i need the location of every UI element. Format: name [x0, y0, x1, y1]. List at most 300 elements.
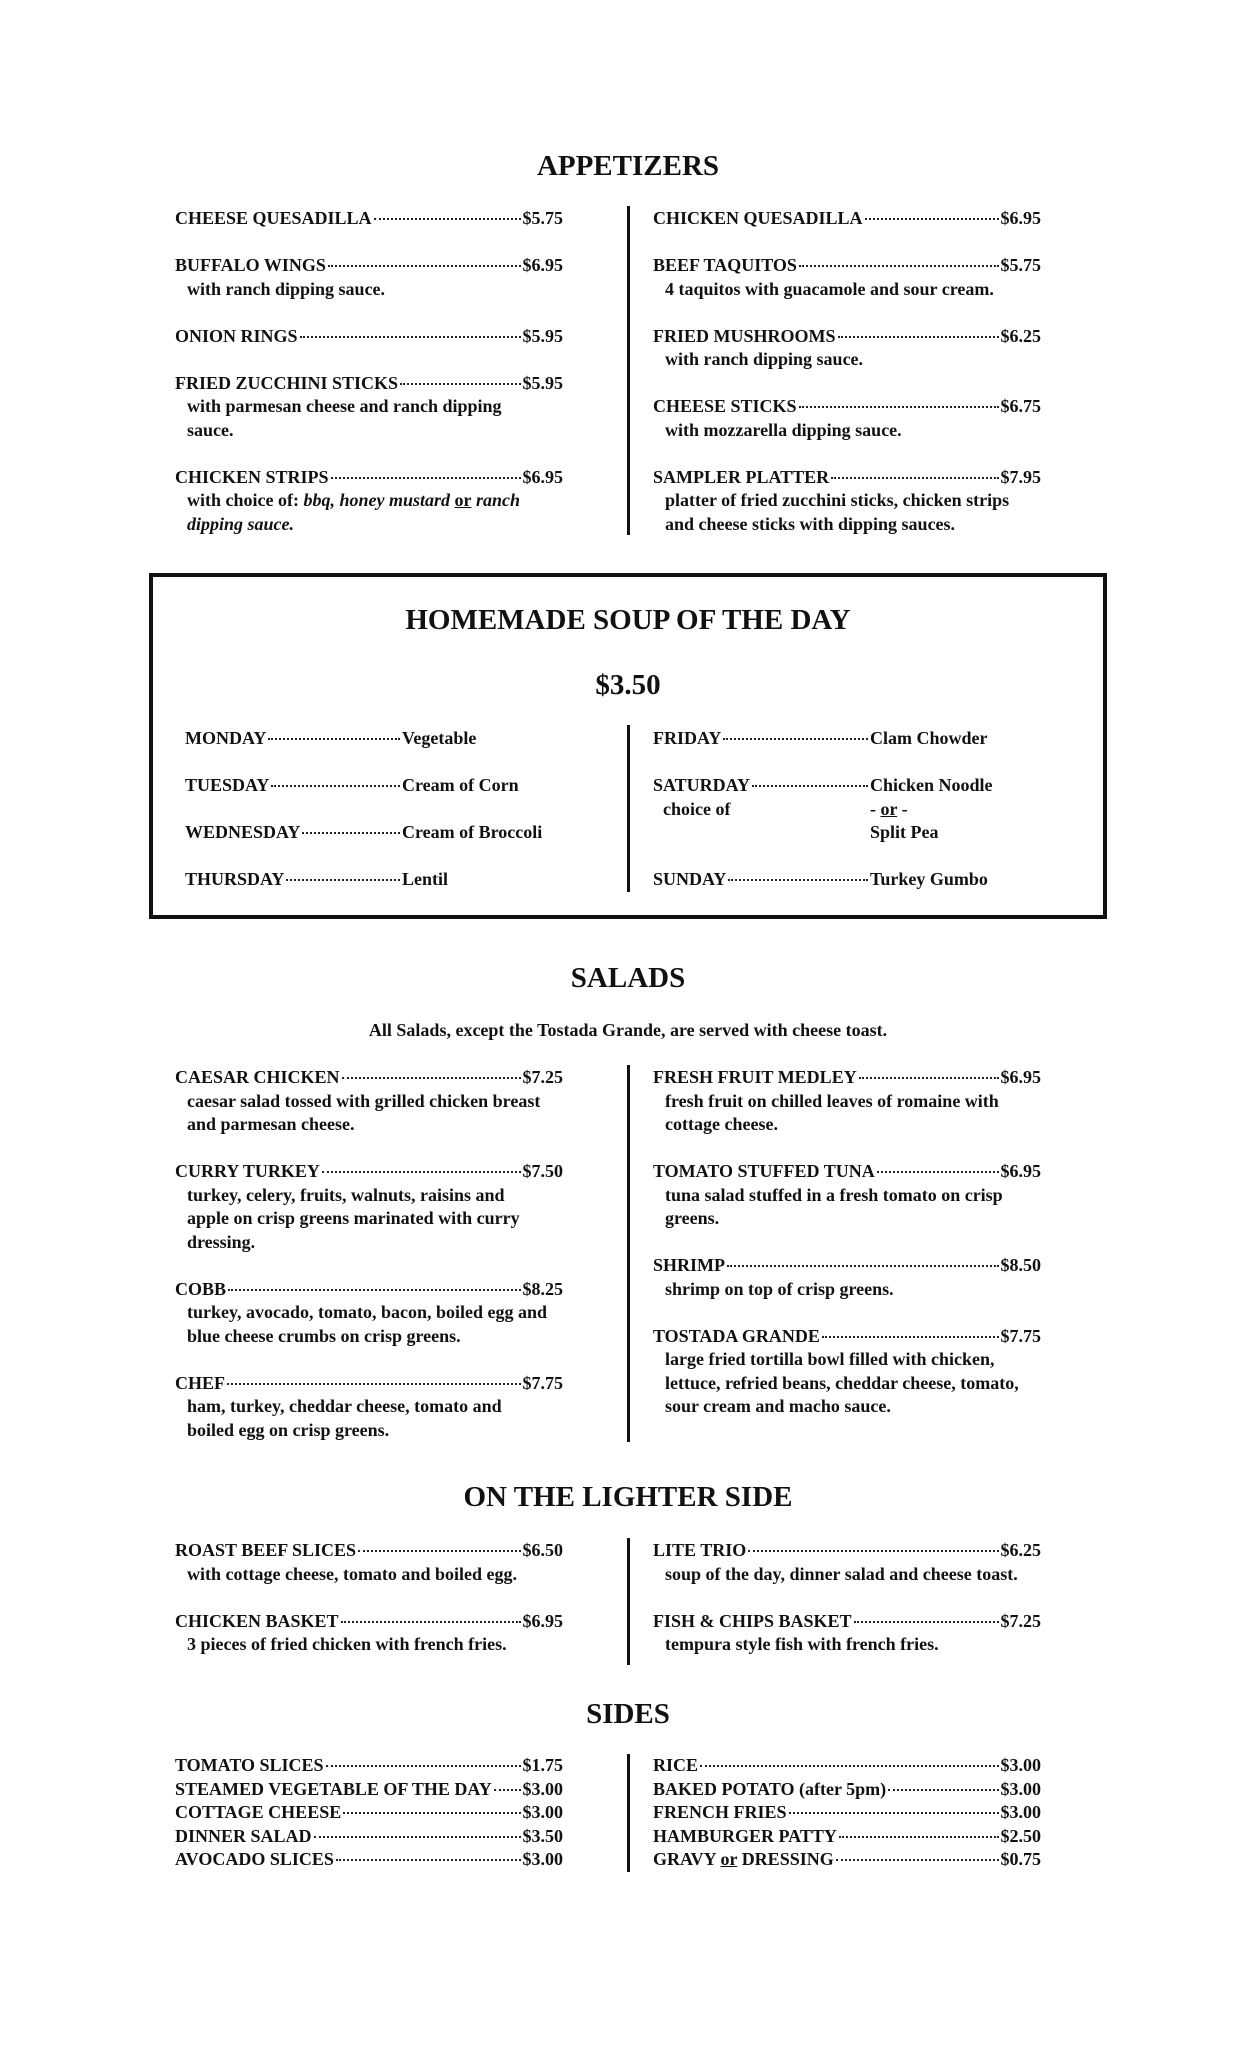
- soup-left-column: [185, 727, 625, 915]
- item-price: $0.75: [1000, 1849, 1041, 1869]
- item-description: [653, 489, 1093, 513]
- menu-item: [653, 1610, 1093, 1657]
- item-name: CHICKEN BASKET: [175, 1610, 339, 1631]
- item-price: $6.95: [1000, 1161, 1041, 1181]
- text-segment: tuna salad stuffed in a fresh tomato on crisp: [665, 1184, 1003, 1205]
- item-price: $6.95: [522, 255, 563, 275]
- day-label: [185, 774, 402, 798]
- item-name: TOMATO STUFFED TUNA: [653, 1161, 875, 1181]
- menu-item: [653, 1160, 1093, 1231]
- item-name: HAMBURGER PATTY: [653, 1825, 837, 1846]
- dot-leader: [799, 406, 999, 408]
- item-description: [653, 419, 1093, 443]
- soup-day: [185, 821, 625, 845]
- soup-name: Cream of Corn: [402, 775, 519, 795]
- text-segment: fresh fruit on chilled leaves of romaine with: [665, 1090, 999, 1111]
- item-price: $7.25: [522, 1067, 563, 1087]
- soup-day: [653, 727, 1093, 751]
- item-price: $7.25: [1000, 1610, 1041, 1631]
- day-label: [185, 727, 402, 751]
- menu-item-row: [653, 1778, 1041, 1802]
- item-description: [653, 348, 1093, 372]
- item-description: [175, 1207, 615, 1231]
- item-name: BEEF TAQUITOS: [653, 255, 797, 275]
- item-price: $3.00: [1000, 1778, 1041, 1799]
- item-name: COBB: [175, 1278, 227, 1299]
- menu-item: [175, 1754, 615, 1778]
- text-segment: dressing.: [187, 1231, 256, 1252]
- dot-leader: [322, 1171, 521, 1173]
- item-description: [653, 1113, 1093, 1137]
- item-description: [175, 1633, 615, 1657]
- item-name: CHEF: [175, 1372, 226, 1393]
- menu-item: [653, 1778, 1093, 1802]
- salads-note: All Salads, except the Tostada Grande, are served with cheese toast.: [368, 1020, 888, 1040]
- dot-leader: [268, 738, 400, 740]
- item-description: [653, 1348, 1093, 1372]
- menu-item-row: [653, 1754, 1041, 1778]
- menu-item: [175, 466, 615, 537]
- menu-item: [653, 1539, 1093, 1586]
- menu-item-row: [653, 1254, 1041, 1278]
- dot-leader: [854, 1621, 999, 1623]
- item-description: [653, 1207, 1093, 1231]
- text-segment: lettuce, refried beans, cheddar cheese, tomato,: [665, 1372, 1019, 1393]
- menu-item-row: [175, 466, 563, 490]
- menu-item: [175, 1160, 615, 1254]
- menu-item-row: [175, 325, 563, 349]
- menu-item: [653, 1066, 1093, 1137]
- item-description: [175, 278, 615, 302]
- dot-leader: [888, 1789, 998, 1791]
- soup-row: [653, 821, 1093, 845]
- item-price: $3.00: [522, 1778, 563, 1799]
- column-divider: [627, 1538, 630, 1665]
- menu-item-row: [653, 325, 1041, 349]
- text-segment: with ranch dipping sauce.: [665, 349, 864, 369]
- soup-day: [185, 727, 625, 751]
- item-name: CHEESE STICKS: [653, 396, 797, 416]
- menu-item-row: [653, 1801, 1041, 1825]
- item-price: $6.95: [1000, 208, 1041, 228]
- day-label: [653, 727, 870, 751]
- dot-leader: [228, 1289, 520, 1291]
- menu-item: [175, 207, 615, 231]
- menu-item-row: [175, 372, 563, 396]
- menu-item-row: [175, 1754, 563, 1778]
- dot-leader: [286, 879, 400, 881]
- day-name: SATURDAY: [653, 775, 751, 795]
- item-price: $6.50: [522, 1540, 563, 1560]
- menu-item: [175, 372, 615, 443]
- text-segment: boiled egg on crisp greens.: [187, 1419, 390, 1440]
- item-description: [175, 1395, 615, 1419]
- item-price: $8.50: [1000, 1255, 1041, 1275]
- item-price: $6.75: [1000, 396, 1041, 416]
- item-price: $3.50: [522, 1825, 563, 1846]
- menu-item-row: [653, 466, 1041, 490]
- text-segment: 4 taquitos with guacamole and sour cream.: [665, 278, 994, 299]
- menu-item: [175, 1848, 615, 1872]
- column-divider: [627, 1065, 630, 1442]
- dot-leader: [326, 1765, 521, 1767]
- day-label: [653, 774, 870, 798]
- item-description: [175, 1563, 615, 1587]
- soup-name: Cream of Broccoli: [402, 822, 543, 842]
- day-name: WEDNESDAY: [185, 822, 301, 842]
- menu-item-row: [175, 207, 563, 231]
- item-name: COTTAGE CHEESE: [175, 1802, 342, 1822]
- menu-item-row: [175, 1539, 563, 1563]
- menu-item-row: [175, 1825, 563, 1849]
- text-segment: DRESSING: [737, 1849, 834, 1869]
- soup-day: [653, 774, 1093, 845]
- dot-leader: [700, 1765, 998, 1767]
- dot-leader: [341, 1621, 521, 1623]
- menu-item: [653, 395, 1093, 442]
- sides-title: SIDES: [586, 1698, 670, 1730]
- text-segment: cottage cheese.: [665, 1114, 778, 1134]
- menu-item: [175, 1610, 615, 1657]
- soup-row: [185, 774, 625, 798]
- dot-leader: [789, 1812, 999, 1814]
- item-name: FISH & CHIPS BASKET: [653, 1610, 852, 1631]
- soup-row: [185, 727, 625, 751]
- item-name: BUFFALO WINGS: [175, 255, 326, 275]
- dot-leader: [314, 1836, 521, 1838]
- item-description: [175, 419, 615, 443]
- menu-item-row: [175, 254, 563, 278]
- text-segment: with choice of:: [187, 490, 304, 510]
- item-description: [653, 1372, 1093, 1396]
- day-note: choice of: [663, 798, 731, 819]
- salads-left-column: [175, 1066, 615, 1466]
- day-name: THURSDAY: [185, 869, 285, 889]
- item-description: [653, 1563, 1093, 1587]
- soup-row: [185, 821, 625, 845]
- text-segment: platter of fried zucchini sticks, chicken strips: [665, 490, 1010, 510]
- lighter-left-column: [175, 1539, 615, 1680]
- sides-right-column: [653, 1754, 1093, 1872]
- item-name: RICE: [653, 1755, 699, 1775]
- item-price: $5.75: [522, 208, 563, 228]
- soup-day: [185, 868, 625, 892]
- menu-item: [653, 1848, 1093, 1872]
- text-segment: turkey, avocado, tomato, bacon, boiled egg and: [187, 1302, 548, 1322]
- item-name: FRENCH FRIES: [653, 1802, 787, 1822]
- dot-leader: [227, 1383, 520, 1385]
- menu-item: [175, 325, 615, 349]
- dot-leader: [331, 477, 521, 479]
- dot-leader: [343, 1812, 520, 1814]
- item-description: [175, 1184, 615, 1208]
- menu-item-row: [175, 1160, 563, 1184]
- menu-item-row: [653, 254, 1041, 278]
- item-price: $3.00: [522, 1849, 563, 1869]
- menu-item: [653, 1754, 1093, 1778]
- item-price: $7.95: [1000, 466, 1041, 487]
- item-name: LITE TRIO: [653, 1540, 747, 1560]
- item-price: $8.25: [522, 1278, 563, 1299]
- soup-row: [185, 868, 625, 892]
- item-name: ROAST BEEF SLICES: [175, 1540, 357, 1560]
- lighter-right-column: [653, 1539, 1093, 1680]
- menu-item-row: [175, 1278, 563, 1302]
- dot-leader: [877, 1171, 999, 1173]
- item-name: FRIED MUSHROOMS: [653, 325, 836, 346]
- item-name: TOMATO SLICES: [175, 1755, 324, 1775]
- day-name: TUESDAY: [185, 775, 270, 795]
- sides-left-column: [175, 1754, 615, 1872]
- soup-name: Vegetable: [402, 728, 477, 748]
- item-name: FRIED ZUCCHINI STICKS: [175, 372, 399, 393]
- text-segment: with parmesan cheese and ranch dipping: [187, 396, 502, 416]
- item-description: [653, 1278, 1093, 1302]
- item-price: $3.00: [1000, 1802, 1041, 1822]
- menu-item: [653, 254, 1093, 301]
- item-price: $7.75: [1000, 1325, 1041, 1346]
- item-price: $3.00: [1000, 1755, 1041, 1775]
- item-description: [175, 513, 615, 537]
- text-segment: turkey, celery, fruits, walnuts, raisins and: [187, 1184, 505, 1205]
- item-price: $6.95: [522, 466, 563, 487]
- item-name: STEAMED VEGETABLE OF THE DAY: [175, 1778, 492, 1799]
- text-segment: dipping sauce.: [187, 513, 295, 534]
- menu-item-row: [175, 1778, 563, 1802]
- text-segment: and cheese sticks with dipping sauces.: [665, 513, 956, 534]
- dot-leader: [728, 879, 868, 881]
- item-price: $6.95: [522, 1610, 563, 1631]
- text-segment: ham, turkey, cheddar cheese, tomato and: [187, 1396, 502, 1416]
- text-segment: ranch: [471, 490, 521, 510]
- item-price: $5.95: [522, 325, 563, 346]
- soup-row: [653, 868, 1093, 892]
- salads-title: SALADS: [570, 962, 686, 994]
- item-description: [653, 513, 1093, 537]
- dot-leader: [822, 1336, 999, 1338]
- item-description: [653, 278, 1093, 302]
- menu-item-row: [175, 1610, 563, 1634]
- item-name: BAKED POTATO (after 5pm): [653, 1778, 887, 1799]
- appetizers-left-column: [175, 207, 615, 560]
- dot-leader: [839, 1836, 999, 1838]
- text-segment: tempura style fish with french fries.: [665, 1634, 939, 1654]
- column-divider: [627, 725, 630, 892]
- item-name: FRESH FRUIT MEDLEY: [653, 1067, 857, 1087]
- menu-item: [653, 466, 1093, 537]
- item-description: [175, 1231, 615, 1255]
- item-name: SAMPLER PLATTER: [653, 466, 830, 487]
- menu-item: [175, 254, 615, 301]
- text-segment: or: [720, 1849, 738, 1869]
- dot-leader: [748, 1550, 998, 1552]
- text-segment: or: [880, 798, 898, 819]
- menu-item: [175, 1825, 615, 1849]
- soup-right-column: [653, 727, 1093, 915]
- item-description: [175, 489, 615, 513]
- lighter-title: ON THE LIGHTER SIDE: [463, 1481, 793, 1513]
- soup-name: Chicken Noodle: [870, 775, 993, 795]
- item-price: $2.50: [1000, 1825, 1041, 1846]
- text-segment: GRAVY: [653, 1849, 721, 1869]
- dot-leader: [302, 832, 400, 834]
- day-name: MONDAY: [185, 728, 267, 748]
- dot-leader: [865, 218, 999, 220]
- soup-name: Split Pea: [870, 822, 939, 842]
- dot-leader: [300, 336, 521, 338]
- soup-row: [653, 774, 1093, 798]
- menu-item-row: [175, 1848, 563, 1872]
- menu-item: [653, 1825, 1093, 1849]
- dot-leader: [494, 1789, 521, 1791]
- appetizers-right-column: [653, 207, 1093, 560]
- menu-item: [175, 1539, 615, 1586]
- item-price: $6.95: [1000, 1067, 1041, 1087]
- menu-item: [175, 1372, 615, 1443]
- item-name: TOSTADA GRANDE: [653, 1325, 820, 1346]
- item-price: $7.75: [522, 1372, 563, 1393]
- text-segment: large fried tortilla bowl filled with chicken,: [665, 1349, 995, 1369]
- soup-day: [653, 868, 1093, 892]
- item-price: $1.75: [522, 1755, 563, 1775]
- day-label: [653, 868, 870, 892]
- dot-leader: [838, 336, 999, 338]
- item-name: CHICKEN QUESADILLA: [653, 208, 863, 228]
- dot-leader: [723, 738, 868, 740]
- item-name: ONION RINGS: [175, 325, 298, 346]
- text-segment: 3 pieces of fried chicken with french fries.: [187, 1634, 507, 1654]
- menu-item: [175, 1778, 615, 1802]
- menu-item-row: [175, 1066, 563, 1090]
- dot-leader: [752, 785, 868, 787]
- text-segment: soup of the day, dinner salad and cheese toast.: [665, 1563, 1018, 1584]
- item-description: [175, 395, 615, 419]
- item-name: AVOCADO SLICES: [175, 1849, 334, 1869]
- menu-item-row: [653, 207, 1041, 231]
- dot-leader: [358, 1550, 520, 1552]
- item-description: [175, 1301, 615, 1325]
- text-segment: caesar salad tossed with grilled chicken breast: [187, 1090, 541, 1111]
- item-name: CHEESE QUESADILLA: [175, 208, 372, 228]
- item-name: SHRIMP: [653, 1255, 725, 1275]
- dot-leader: [328, 265, 521, 267]
- salads-right-column: [653, 1066, 1093, 1442]
- menu-item: [653, 325, 1093, 372]
- dot-leader: [831, 477, 998, 479]
- text-segment: with ranch dipping sauce.: [187, 278, 386, 299]
- dot-leader: [727, 1265, 999, 1267]
- menu-item-row: [653, 1539, 1041, 1563]
- item-description: [653, 1184, 1093, 1208]
- dot-leader: [374, 218, 521, 220]
- menu-item: [653, 207, 1093, 231]
- dot-leader: [342, 1077, 521, 1079]
- menu-item: [175, 1278, 615, 1349]
- soup-row: [653, 798, 1093, 822]
- text-segment: with cottage cheese, tomato and boiled egg.: [187, 1563, 517, 1584]
- column-divider: [627, 206, 630, 535]
- menu-item-row: [653, 1066, 1041, 1090]
- soup-price: $3.50: [595, 669, 661, 701]
- menu-item: [653, 1801, 1093, 1825]
- dot-leader: [271, 785, 400, 787]
- item-price: $7.50: [522, 1161, 563, 1181]
- appetizers-title: APPETIZERS: [536, 150, 720, 182]
- column-divider: [627, 1754, 630, 1872]
- dot-leader: [859, 1077, 999, 1079]
- text-segment: with mozzarella dipping sauce.: [665, 419, 902, 440]
- text-segment: sauce.: [187, 419, 234, 440]
- text-segment: and parmesan cheese.: [187, 1114, 355, 1134]
- soup-name: Turkey Gumbo: [870, 869, 988, 889]
- item-price: $5.75: [1000, 255, 1041, 275]
- item-name: [653, 1848, 834, 1872]
- menu-item: [175, 1801, 615, 1825]
- text-segment: -: [870, 798, 881, 819]
- item-price: $3.00: [522, 1802, 563, 1822]
- menu-item-row: [653, 1610, 1041, 1634]
- item-description: [175, 1090, 615, 1114]
- menu-item-row: [175, 1372, 563, 1396]
- soup-name: Lentil: [402, 869, 449, 889]
- day-label: [185, 821, 402, 845]
- text-segment: bbq, honey mustard: [303, 490, 455, 510]
- text-segment: blue cheese crumbs on crisp greens.: [187, 1325, 461, 1346]
- item-description: [175, 1419, 615, 1443]
- text-segment: shrimp on top of crisp greens.: [665, 1278, 894, 1299]
- menu-item-row: [653, 1848, 1041, 1872]
- item-price: $6.25: [1000, 1540, 1041, 1560]
- item-description: [653, 1633, 1093, 1657]
- item-name: CAESAR CHICKEN: [175, 1067, 340, 1087]
- menu-item: [653, 1254, 1093, 1301]
- item-price: $5.95: [522, 372, 563, 393]
- menu-item-row: [175, 1801, 563, 1825]
- day-label: [185, 868, 402, 892]
- item-name: DINNER SALAD: [175, 1825, 312, 1846]
- item-name: CURRY TURKEY: [175, 1161, 320, 1181]
- menu-item-row: [653, 1160, 1041, 1184]
- day-name: SUNDAY: [653, 869, 727, 889]
- menu-item: [653, 1325, 1093, 1419]
- soup-name: [870, 798, 908, 822]
- menu-item-row: [653, 1325, 1041, 1349]
- soup-row: [653, 727, 1093, 751]
- text-segment: greens.: [665, 1208, 720, 1228]
- soup-title: HOMEMADE SOUP OF THE DAY: [405, 604, 851, 636]
- menu-item-row: [653, 395, 1041, 419]
- menu-item-row: [653, 1825, 1041, 1849]
- text-segment: -: [897, 798, 908, 819]
- dot-leader: [336, 1859, 521, 1861]
- dot-leader: [836, 1859, 999, 1861]
- item-description: [653, 1395, 1093, 1419]
- text-segment: apple on crisp greens marinated with curry: [187, 1208, 520, 1228]
- soup-name: Clam Chowder: [870, 728, 988, 748]
- item-price: $6.25: [1000, 325, 1041, 346]
- dot-leader: [400, 383, 520, 385]
- item-description: [175, 1113, 615, 1137]
- item-description: [653, 1090, 1093, 1114]
- item-name: CHICKEN STRIPS: [175, 466, 329, 487]
- text-segment: or: [454, 490, 472, 510]
- item-description: [175, 1325, 615, 1349]
- dot-leader: [799, 265, 999, 267]
- soup-day: [185, 774, 625, 798]
- day-name: FRIDAY: [653, 728, 722, 748]
- text-segment: sour cream and macho sauce.: [665, 1396, 891, 1416]
- menu-item: [175, 1066, 615, 1137]
